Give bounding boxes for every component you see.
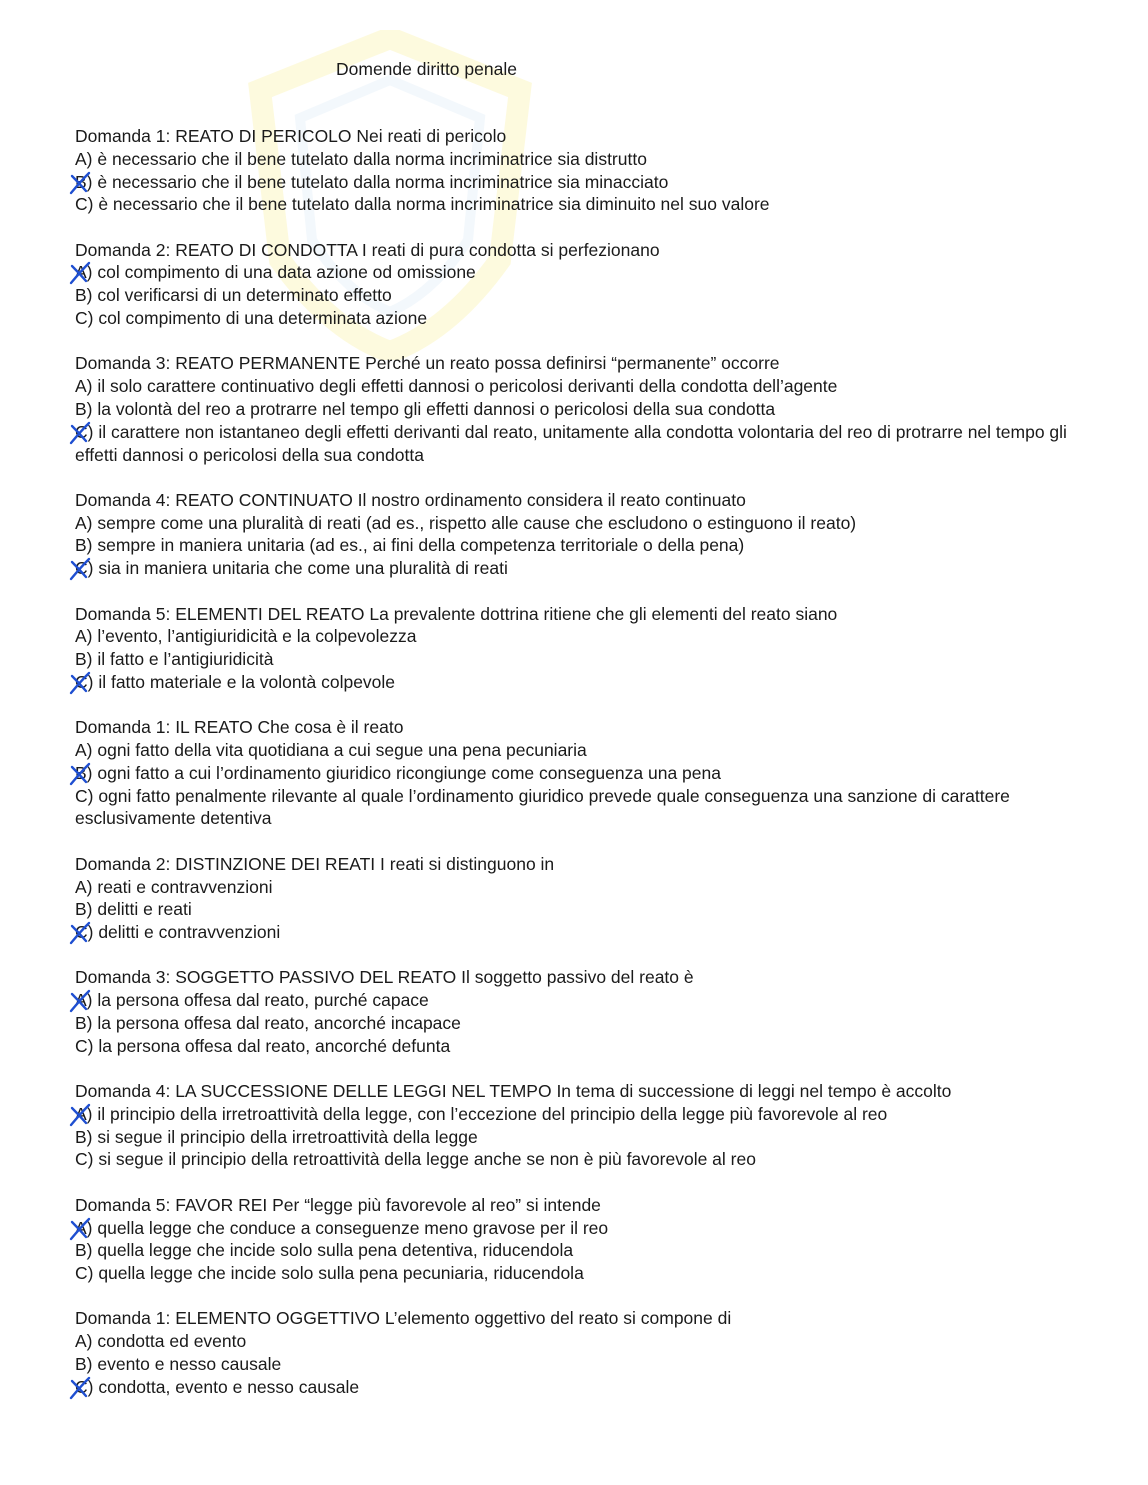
answer-option-text: A) è necessario che il bene tutelato dalla norma incriminatrice sia distrutto	[75, 148, 647, 169]
question-stem: Domanda 4: LA SUCCESSIONE DELLE LEGGI NEL TEMPO In tema di successione di leggi nel tempo è accolto	[75, 1081, 952, 1102]
question-stem: Domanda 2: REATO DI CONDOTTA I reati di pura condotta si perfezionano	[75, 239, 660, 260]
question-block	[75, 603, 1075, 694]
answer-option	[75, 421, 1075, 467]
answer-option-text: A) condotta ed evento	[75, 1331, 247, 1352]
document-title: Domende diritto penale	[336, 59, 517, 79]
answer-option	[75, 1353, 1075, 1376]
question-block	[75, 1307, 1075, 1398]
question-block	[75, 239, 1075, 330]
answer-option-text: B) delitti e reati	[75, 899, 192, 920]
answer-option	[75, 762, 1075, 785]
answer-option-text: B) sempre in maniera unitaria (ad es., ai fini della competenza territoriale o della pena)	[75, 535, 745, 556]
answer-option	[75, 989, 1075, 1012]
question-block	[75, 1080, 1075, 1171]
answer-option-text: B) ogni fatto a cui l’ordinamento giuridico ricongiunge come conseguenza una pena	[75, 762, 721, 783]
answer-option	[75, 1012, 1075, 1035]
answer-option-text: B) la volontà del reo a protrarre nel tempo gli effetti dannosi o pericolosi della sua condotta	[75, 398, 776, 419]
question-list	[75, 125, 1075, 1421]
answer-option-text: C) delitti e contravvenzioni	[75, 922, 281, 943]
answer-option-text: B) è necessario che il bene tutelato dalla norma incriminatrice sia minacciato	[75, 171, 669, 192]
answer-option-text: A) col compimento di una data azione od omissione	[75, 262, 476, 283]
answer-option	[75, 1376, 1075, 1399]
answer-option	[75, 261, 1075, 284]
question-block	[75, 125, 1075, 216]
answer-option-text: A) la persona offesa dal reato, purché capace	[75, 990, 429, 1011]
answer-option	[75, 739, 1075, 762]
handwritten-check-icon	[69, 921, 95, 945]
answer-option-text: C) ogni fatto penalmente rilevante al quale l’ordinamento giuridico prevede quale conseguenza una sanzione di carattere esclusivamente detentiva	[75, 785, 1010, 829]
answer-option	[75, 534, 1075, 557]
answer-option-text: C) sia in maniera unitaria che come una pluralità di reati	[75, 558, 508, 579]
handwritten-check-icon	[69, 171, 95, 195]
answer-option-text: A) l’evento, l’antigiuridicità e la colpevolezza	[75, 626, 417, 647]
handwritten-check-icon	[69, 762, 95, 786]
answer-option	[75, 512, 1075, 535]
answer-option-text: A) ogni fatto della vita quotidiana a cui segue una pena pecuniaria	[75, 740, 587, 761]
question-stem: Domanda 5: ELEMENTI DEL REATO La prevalente dottrina ritiene che gli elementi del reato siano	[75, 603, 838, 624]
question-stem: Domanda 5: FAVOR REI Per “legge più favorevole al reo” si intende	[75, 1194, 601, 1215]
question-stem: Domanda 1: ELEMENTO OGGETTIVO L’elemento oggettivo del reato si compone di	[75, 1308, 732, 1329]
answer-option	[75, 1239, 1075, 1262]
answer-option-text: C) quella legge che incide solo sulla pena pecuniaria, riducendola	[75, 1263, 584, 1284]
handwritten-check-icon	[69, 671, 95, 695]
answer-option-text: C) la persona offesa dal reato, ancorché defunta	[75, 1035, 451, 1056]
answer-option	[75, 625, 1075, 648]
answer-option	[75, 375, 1075, 398]
question-block	[75, 853, 1075, 944]
answer-option	[75, 398, 1075, 421]
question-stem: Domanda 3: SOGGETTO PASSIVO DEL REATO Il soggetto passivo del reato è	[75, 967, 694, 988]
question-block	[75, 489, 1075, 580]
answer-option	[75, 1330, 1075, 1353]
answer-option-text: A) il solo carattere continuativo degli effetti dannosi o pericolosi derivanti della condotta dell’agente	[75, 376, 838, 397]
answer-option-text: B) quella legge che incide solo sulla pena detentiva, riducendola	[75, 1240, 574, 1261]
answer-option-text: A) quella legge che conduce a conseguenze meno gravose per il reo	[75, 1217, 609, 1238]
question-stem: Domanda 2: DISTINZIONE DEI REATI I reati si distinguono in	[75, 853, 555, 874]
question-stem: Domanda 1: REATO DI PERICOLO Nei reati di pericolo	[75, 126, 507, 146]
answer-option-text: B) la persona offesa dal reato, ancorché incapace	[75, 1013, 461, 1033]
answer-option	[75, 307, 1075, 330]
answer-option-text: C) condotta, evento e nesso causale	[75, 1376, 360, 1397]
answer-option	[75, 1126, 1075, 1149]
answer-option-text: C) il fatto materiale e la volontà colpevole	[75, 671, 396, 692]
answer-option	[75, 921, 1075, 944]
answer-option-text: C) è necessario che il bene tutelato dalla norma incriminatrice sia diminuito nel suo valore	[75, 194, 770, 215]
handwritten-check-icon	[69, 421, 95, 445]
handwritten-check-icon	[69, 1217, 95, 1241]
answer-option	[75, 785, 1075, 831]
question-block	[75, 716, 1075, 830]
handwritten-check-icon	[69, 989, 95, 1013]
answer-option	[75, 1035, 1075, 1058]
answer-option-text: B) col verificarsi di un determinato effetto	[75, 285, 392, 306]
answer-option-text: B) il fatto e l’antigiuridicità	[75, 649, 274, 670]
answer-option-text: C) col compimento di una determinata azione	[75, 308, 428, 329]
answer-option-text: B) si segue il principio della irretroattività della legge	[75, 1126, 478, 1147]
answer-option-text: A) sempre come una pluralità di reati (ad es., rispetto alle cause che escludono o estinguono il reato)	[75, 512, 857, 533]
question-stem: Domanda 1: IL REATO Che cosa è il reato	[75, 717, 404, 738]
handwritten-check-icon	[69, 1103, 95, 1127]
answer-option	[75, 148, 1075, 171]
handwritten-check-icon	[69, 261, 95, 285]
answer-option-text: C) si segue il principio della retroattività della legge anche se non è più favorevole al reo	[75, 1149, 756, 1170]
answer-option	[75, 1148, 1075, 1171]
answer-option	[75, 898, 1075, 921]
answer-option	[75, 1262, 1075, 1285]
answer-option	[75, 876, 1075, 899]
answer-option	[75, 193, 1075, 216]
handwritten-check-icon	[69, 1376, 95, 1400]
question-block	[75, 966, 1075, 1057]
question-block	[75, 352, 1075, 466]
answer-option	[75, 671, 1075, 694]
answer-option-text: A) il principio della irretroattività della legge, con l’eccezione del principio della legge più favorevole al reo	[75, 1103, 888, 1124]
answer-option-text: C) il carattere non istantaneo degli effetti derivanti dal reato, unitamente alla condotta volontaria del reo di protrarre nel tempo gli effetti dannosi o pericolosi della sua condotta	[75, 421, 1067, 465]
question-stem: Domanda 4: REATO CONTINUATO Il nostro ordinamento considera il reato continuato	[75, 489, 746, 510]
answer-option	[75, 648, 1075, 671]
answer-option	[75, 1103, 1075, 1126]
handwritten-check-icon	[69, 557, 95, 581]
answer-option-text: A) reati e contravvenzioni	[75, 876, 273, 897]
answer-option	[75, 171, 1075, 194]
answer-option-text: B) evento e nesso causale	[75, 1354, 282, 1375]
question-stem: Domanda 3: REATO PERMANENTE Perché un reato possa definirsi “permanente” occorre	[75, 353, 780, 374]
answer-option	[75, 284, 1075, 307]
answer-option	[75, 1217, 1075, 1240]
question-block	[75, 1194, 1075, 1285]
answer-option	[75, 557, 1075, 580]
